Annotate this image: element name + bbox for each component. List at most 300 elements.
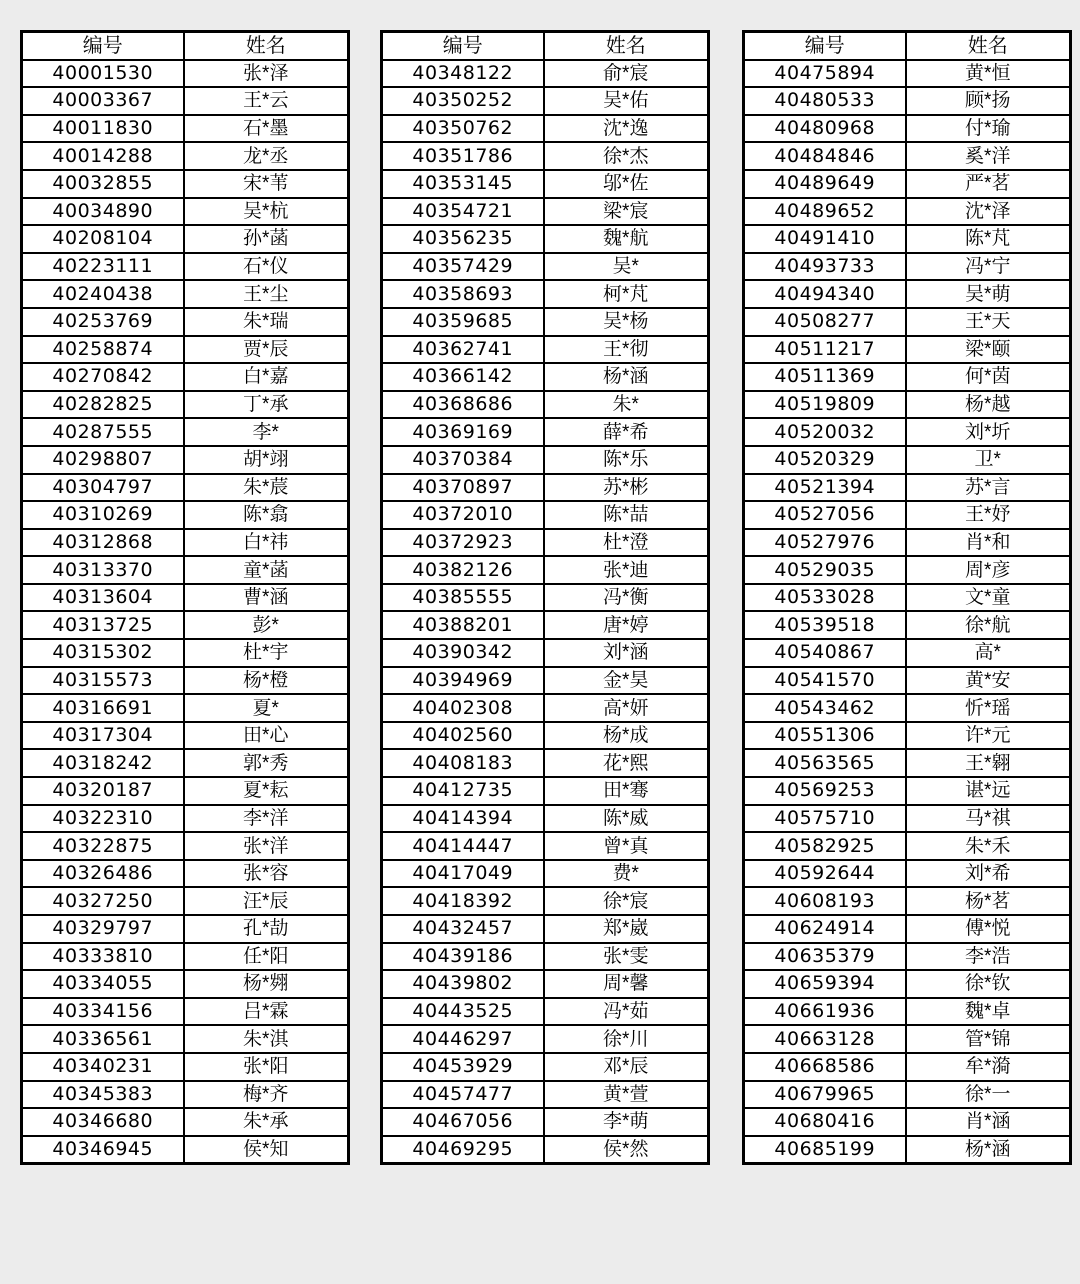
table-row bbox=[382, 970, 709, 998]
name-cell: 许*元 bbox=[906, 722, 1071, 750]
id-cell: 40533028 bbox=[744, 584, 906, 612]
id-cell: 40350252 bbox=[382, 87, 544, 115]
id-cell: 40680416 bbox=[744, 1108, 906, 1136]
id-cell: 40592644 bbox=[744, 860, 906, 888]
id-cell: 40369169 bbox=[382, 418, 544, 446]
table-row bbox=[744, 943, 1071, 971]
name-cell: 徐*钦 bbox=[906, 970, 1071, 998]
table-row bbox=[382, 943, 709, 971]
id-cell: 40402560 bbox=[382, 722, 544, 750]
table-row bbox=[744, 253, 1071, 281]
name-cell: 杨*成 bbox=[544, 722, 709, 750]
id-cell: 40336561 bbox=[22, 1025, 184, 1053]
table-row bbox=[744, 418, 1071, 446]
id-cell: 40569253 bbox=[744, 777, 906, 805]
name-cell: 李*洋 bbox=[184, 805, 349, 833]
id-cell: 40388201 bbox=[382, 611, 544, 639]
id-cell: 40446297 bbox=[382, 1025, 544, 1053]
name-cell: 杨*越 bbox=[906, 391, 1071, 419]
name-cell: 顾*扬 bbox=[906, 87, 1071, 115]
table-row bbox=[382, 722, 709, 750]
table-row bbox=[382, 749, 709, 777]
name-cell: 俞*宸 bbox=[544, 60, 709, 88]
table-row bbox=[382, 1025, 709, 1053]
name-cell: 田*心 bbox=[184, 722, 349, 750]
id-cell: 40521394 bbox=[744, 474, 906, 502]
id-cell: 40372923 bbox=[382, 529, 544, 557]
id-cell: 40635379 bbox=[744, 943, 906, 971]
table-row bbox=[744, 860, 1071, 888]
id-cell: 40315302 bbox=[22, 639, 184, 667]
id-cell: 40668586 bbox=[744, 1053, 906, 1081]
table-row bbox=[744, 474, 1071, 502]
name-cell: 薛*希 bbox=[544, 418, 709, 446]
id-cell: 40608193 bbox=[744, 887, 906, 915]
table-row bbox=[744, 60, 1071, 88]
table-row bbox=[22, 915, 349, 943]
name-cell: 肖*和 bbox=[906, 529, 1071, 557]
name-cell: 张*洋 bbox=[184, 832, 349, 860]
name-cell: 王*尘 bbox=[184, 280, 349, 308]
id-cell: 40208104 bbox=[22, 225, 184, 253]
table-row bbox=[382, 87, 709, 115]
id-cell: 40034890 bbox=[22, 198, 184, 226]
table-row bbox=[22, 639, 349, 667]
table-row bbox=[744, 667, 1071, 695]
id-cell: 40489652 bbox=[744, 198, 906, 226]
name-cell: 文*童 bbox=[906, 584, 1071, 612]
table-row bbox=[22, 887, 349, 915]
id-cell: 40685199 bbox=[744, 1136, 906, 1164]
table-row bbox=[22, 170, 349, 198]
table-row bbox=[744, 115, 1071, 143]
table-row bbox=[744, 280, 1071, 308]
table-row bbox=[744, 749, 1071, 777]
id-cell: 40563565 bbox=[744, 749, 906, 777]
id-cell: 40315573 bbox=[22, 667, 184, 695]
table-row bbox=[744, 336, 1071, 364]
id-cell: 40368686 bbox=[382, 391, 544, 419]
name-cell: 卫* bbox=[906, 446, 1071, 474]
id-cell: 40659394 bbox=[744, 970, 906, 998]
id-cell: 40480533 bbox=[744, 87, 906, 115]
table-row bbox=[22, 446, 349, 474]
name-cell: 张*雯 bbox=[544, 943, 709, 971]
name-cell: 黄*恒 bbox=[906, 60, 1071, 88]
name-cell: 梅*齐 bbox=[184, 1081, 349, 1109]
name-cell: 邬*佐 bbox=[544, 170, 709, 198]
table-row bbox=[382, 887, 709, 915]
table-row bbox=[22, 308, 349, 336]
name-cell: 夏* bbox=[184, 694, 349, 722]
table-row bbox=[744, 142, 1071, 170]
name-cell: 吴* bbox=[544, 253, 709, 281]
name-cell: 曾*真 bbox=[544, 832, 709, 860]
id-cell: 40402308 bbox=[382, 694, 544, 722]
id-cell: 40322875 bbox=[22, 832, 184, 860]
name-cell: 张*阳 bbox=[184, 1053, 349, 1081]
name-cell: 柯*芃 bbox=[544, 280, 709, 308]
table-row bbox=[744, 446, 1071, 474]
id-cell: 40358693 bbox=[382, 280, 544, 308]
table-row bbox=[382, 584, 709, 612]
id-cell: 40298807 bbox=[22, 446, 184, 474]
id-cell: 40304797 bbox=[22, 474, 184, 502]
name-cell: 傅*悦 bbox=[906, 915, 1071, 943]
id-cell: 40362741 bbox=[382, 336, 544, 364]
table-row bbox=[744, 1025, 1071, 1053]
table-row bbox=[22, 584, 349, 612]
name-cell: 徐*宸 bbox=[544, 887, 709, 915]
name-cell: 徐*一 bbox=[906, 1081, 1071, 1109]
id-cell: 40240438 bbox=[22, 280, 184, 308]
table-row bbox=[382, 832, 709, 860]
id-cell: 40353145 bbox=[382, 170, 544, 198]
table-row bbox=[22, 860, 349, 888]
id-cell: 40511369 bbox=[744, 363, 906, 391]
name-cell: 汪*辰 bbox=[184, 887, 349, 915]
table-row bbox=[382, 60, 709, 88]
table-row bbox=[744, 1053, 1071, 1081]
name-cell: 孙*菡 bbox=[184, 225, 349, 253]
id-cell: 40551306 bbox=[744, 722, 906, 750]
table-row bbox=[744, 805, 1071, 833]
id-cell: 40394969 bbox=[382, 667, 544, 695]
name-column-header: 姓名 bbox=[906, 32, 1071, 60]
name-cell: 陈*威 bbox=[544, 805, 709, 833]
id-cell: 40316691 bbox=[22, 694, 184, 722]
id-cell: 40351786 bbox=[382, 142, 544, 170]
name-cell: 唐*婷 bbox=[544, 611, 709, 639]
name-cell: 奚*洋 bbox=[906, 142, 1071, 170]
table-row bbox=[22, 777, 349, 805]
name-column-header: 姓名 bbox=[544, 32, 709, 60]
id-cell: 40372010 bbox=[382, 501, 544, 529]
name-cell: 杨*涵 bbox=[906, 1136, 1071, 1164]
id-cell: 40359685 bbox=[382, 308, 544, 336]
id-cell: 40453929 bbox=[382, 1053, 544, 1081]
id-cell: 40317304 bbox=[22, 722, 184, 750]
id-cell: 40001530 bbox=[22, 60, 184, 88]
name-cell: 忻*瑶 bbox=[906, 694, 1071, 722]
id-cell: 40508277 bbox=[744, 308, 906, 336]
name-cell: 白*祎 bbox=[184, 529, 349, 557]
table-row bbox=[382, 1053, 709, 1081]
name-cell: 冯*茹 bbox=[544, 998, 709, 1026]
table-row bbox=[22, 501, 349, 529]
id-cell: 40439186 bbox=[382, 943, 544, 971]
name-cell: 曹*涵 bbox=[184, 584, 349, 612]
table-row bbox=[22, 115, 349, 143]
table-row bbox=[382, 225, 709, 253]
table-row bbox=[22, 253, 349, 281]
name-cell: 朱*淇 bbox=[184, 1025, 349, 1053]
id-cell: 40624914 bbox=[744, 915, 906, 943]
table-row bbox=[744, 501, 1071, 529]
id-cell: 40329797 bbox=[22, 915, 184, 943]
roster-table-1 bbox=[20, 30, 350, 1165]
id-cell: 40418392 bbox=[382, 887, 544, 915]
table-row bbox=[382, 805, 709, 833]
name-cell: 龙*丞 bbox=[184, 142, 349, 170]
name-cell: 朱*莀 bbox=[184, 474, 349, 502]
name-cell: 孔*劼 bbox=[184, 915, 349, 943]
table-row bbox=[744, 584, 1071, 612]
name-cell: 田*骞 bbox=[544, 777, 709, 805]
table-row bbox=[22, 1053, 349, 1081]
table-row bbox=[744, 970, 1071, 998]
name-cell: 夏*耘 bbox=[184, 777, 349, 805]
table-row bbox=[22, 722, 349, 750]
id-cell: 40493733 bbox=[744, 253, 906, 281]
name-cell: 王*云 bbox=[184, 87, 349, 115]
table-row bbox=[22, 943, 349, 971]
name-cell: 马*祺 bbox=[906, 805, 1071, 833]
table-row bbox=[382, 529, 709, 557]
table-row bbox=[22, 556, 349, 584]
id-cell: 40313370 bbox=[22, 556, 184, 584]
table-row bbox=[22, 667, 349, 695]
name-cell: 胡*翊 bbox=[184, 446, 349, 474]
table-row bbox=[382, 115, 709, 143]
name-cell: 王*妤 bbox=[906, 501, 1071, 529]
id-cell: 40385555 bbox=[382, 584, 544, 612]
table-row bbox=[382, 363, 709, 391]
table-row bbox=[382, 446, 709, 474]
id-cell: 40370897 bbox=[382, 474, 544, 502]
id-cell: 40348122 bbox=[382, 60, 544, 88]
id-cell: 40313725 bbox=[22, 611, 184, 639]
id-cell: 40370384 bbox=[382, 446, 544, 474]
table-row bbox=[744, 225, 1071, 253]
name-cell: 高*妍 bbox=[544, 694, 709, 722]
name-cell: 陈*乐 bbox=[544, 446, 709, 474]
id-cell: 40253769 bbox=[22, 308, 184, 336]
name-cell: 王*彻 bbox=[544, 336, 709, 364]
name-cell: 刘*希 bbox=[906, 860, 1071, 888]
name-cell: 肖*涵 bbox=[906, 1108, 1071, 1136]
name-cell: 严*茗 bbox=[906, 170, 1071, 198]
id-cell: 40346945 bbox=[22, 1136, 184, 1164]
table-row bbox=[382, 556, 709, 584]
table-row bbox=[22, 60, 349, 88]
table-row bbox=[744, 777, 1071, 805]
table-row bbox=[382, 1081, 709, 1109]
name-cell: 李*浩 bbox=[906, 943, 1071, 971]
name-cell: 彭* bbox=[184, 611, 349, 639]
table-row bbox=[382, 170, 709, 198]
id-column-header: 编号 bbox=[22, 32, 184, 60]
id-cell: 40258874 bbox=[22, 336, 184, 364]
name-cell: 杜*澄 bbox=[544, 529, 709, 557]
id-cell: 40529035 bbox=[744, 556, 906, 584]
table-row bbox=[744, 556, 1071, 584]
id-cell: 40443525 bbox=[382, 998, 544, 1026]
table-row bbox=[22, 474, 349, 502]
table-row bbox=[744, 1081, 1071, 1109]
table-body-2 bbox=[382, 60, 709, 1164]
name-cell: 杨*橙 bbox=[184, 667, 349, 695]
id-cell: 40312868 bbox=[22, 529, 184, 557]
id-cell: 40327250 bbox=[22, 887, 184, 915]
table-row bbox=[22, 1136, 349, 1164]
name-cell: 王*天 bbox=[906, 308, 1071, 336]
name-cell: 杨*茗 bbox=[906, 887, 1071, 915]
name-cell: 沈*泽 bbox=[906, 198, 1071, 226]
id-cell: 40539518 bbox=[744, 611, 906, 639]
id-cell: 40310269 bbox=[22, 501, 184, 529]
name-cell: 冯*衡 bbox=[544, 584, 709, 612]
table-row bbox=[744, 1108, 1071, 1136]
id-cell: 40011830 bbox=[22, 115, 184, 143]
table-row bbox=[382, 694, 709, 722]
name-cell: 张*迪 bbox=[544, 556, 709, 584]
name-cell: 石*仪 bbox=[184, 253, 349, 281]
id-cell: 40432457 bbox=[382, 915, 544, 943]
table-row bbox=[22, 1081, 349, 1109]
table-row bbox=[744, 722, 1071, 750]
name-cell: 刘*圻 bbox=[906, 418, 1071, 446]
name-cell: 冯*宁 bbox=[906, 253, 1071, 281]
table-row bbox=[744, 832, 1071, 860]
id-cell: 40520032 bbox=[744, 418, 906, 446]
name-cell: 周*馨 bbox=[544, 970, 709, 998]
table-row bbox=[382, 198, 709, 226]
table-row bbox=[382, 474, 709, 502]
table-row bbox=[382, 998, 709, 1026]
id-cell: 40003367 bbox=[22, 87, 184, 115]
id-cell: 40366142 bbox=[382, 363, 544, 391]
header-row bbox=[22, 32, 349, 60]
table-row bbox=[22, 225, 349, 253]
table-row bbox=[382, 418, 709, 446]
name-cell: 郑*崴 bbox=[544, 915, 709, 943]
id-cell: 40480968 bbox=[744, 115, 906, 143]
id-cell: 40439802 bbox=[382, 970, 544, 998]
table-row bbox=[744, 363, 1071, 391]
table-row bbox=[22, 805, 349, 833]
table-row bbox=[22, 749, 349, 777]
table-row bbox=[22, 142, 349, 170]
id-cell: 40318242 bbox=[22, 749, 184, 777]
id-cell: 40541570 bbox=[744, 667, 906, 695]
id-cell: 40382126 bbox=[382, 556, 544, 584]
name-cell: 杜*宇 bbox=[184, 639, 349, 667]
name-cell: 李* bbox=[184, 418, 349, 446]
id-cell: 40346680 bbox=[22, 1108, 184, 1136]
table-row bbox=[382, 336, 709, 364]
name-cell: 吴*萌 bbox=[906, 280, 1071, 308]
id-cell: 40489649 bbox=[744, 170, 906, 198]
id-cell: 40414447 bbox=[382, 832, 544, 860]
table-row bbox=[382, 253, 709, 281]
name-cell: 杨*涵 bbox=[544, 363, 709, 391]
table-row bbox=[744, 391, 1071, 419]
id-cell: 40390342 bbox=[382, 639, 544, 667]
table-row bbox=[382, 308, 709, 336]
table-row bbox=[744, 887, 1071, 915]
name-cell: 沈*逸 bbox=[544, 115, 709, 143]
name-cell: 朱* bbox=[544, 391, 709, 419]
name-cell: 张*容 bbox=[184, 860, 349, 888]
table-row bbox=[22, 87, 349, 115]
name-cell: 白*嘉 bbox=[184, 363, 349, 391]
id-cell: 40663128 bbox=[744, 1025, 906, 1053]
id-cell: 40527056 bbox=[744, 501, 906, 529]
name-cell: 侯*然 bbox=[544, 1136, 709, 1164]
id-cell: 40350762 bbox=[382, 115, 544, 143]
table-row bbox=[382, 667, 709, 695]
id-cell: 40412735 bbox=[382, 777, 544, 805]
table-row bbox=[22, 336, 349, 364]
name-cell: 吴*杭 bbox=[184, 198, 349, 226]
table-row bbox=[382, 611, 709, 639]
table-row bbox=[382, 1108, 709, 1136]
name-cell: 宋*苇 bbox=[184, 170, 349, 198]
table-row bbox=[744, 308, 1071, 336]
name-cell: 花*熙 bbox=[544, 749, 709, 777]
name-cell: 王*翱 bbox=[906, 749, 1071, 777]
name-cell: 徐*川 bbox=[544, 1025, 709, 1053]
table-row bbox=[382, 280, 709, 308]
name-cell: 邓*辰 bbox=[544, 1053, 709, 1081]
name-cell: 徐*航 bbox=[906, 611, 1071, 639]
name-cell: 石*墨 bbox=[184, 115, 349, 143]
name-cell: 高* bbox=[906, 639, 1071, 667]
name-cell: 朱*承 bbox=[184, 1108, 349, 1136]
name-cell: 吴*杨 bbox=[544, 308, 709, 336]
name-cell: 朱*瑞 bbox=[184, 308, 349, 336]
name-cell: 童*菡 bbox=[184, 556, 349, 584]
table-row bbox=[22, 280, 349, 308]
id-cell: 40334156 bbox=[22, 998, 184, 1026]
id-cell: 40032855 bbox=[22, 170, 184, 198]
id-cell: 40014288 bbox=[22, 142, 184, 170]
table-row bbox=[744, 639, 1071, 667]
id-cell: 40484846 bbox=[744, 142, 906, 170]
name-cell: 梁*颐 bbox=[906, 336, 1071, 364]
table-row bbox=[382, 777, 709, 805]
name-cell: 陈*芃 bbox=[906, 225, 1071, 253]
roster-table-2 bbox=[380, 30, 710, 1165]
table-row bbox=[382, 501, 709, 529]
id-cell: 40333810 bbox=[22, 943, 184, 971]
table-row bbox=[744, 198, 1071, 226]
table-row bbox=[22, 418, 349, 446]
name-column-header: 姓名 bbox=[184, 32, 349, 60]
name-cell: 苏*言 bbox=[906, 474, 1071, 502]
id-cell: 40354721 bbox=[382, 198, 544, 226]
table-row bbox=[22, 694, 349, 722]
name-cell: 梁*宸 bbox=[544, 198, 709, 226]
id-cell: 40356235 bbox=[382, 225, 544, 253]
id-cell: 40527976 bbox=[744, 529, 906, 557]
name-cell: 陈*喆 bbox=[544, 501, 709, 529]
header-row bbox=[382, 32, 709, 60]
table-row bbox=[22, 529, 349, 557]
id-cell: 40540867 bbox=[744, 639, 906, 667]
table-row bbox=[382, 142, 709, 170]
id-cell: 40469295 bbox=[382, 1136, 544, 1164]
table-body-3 bbox=[744, 60, 1071, 1164]
table-body-1 bbox=[22, 60, 349, 1164]
id-cell: 40223111 bbox=[22, 253, 184, 281]
name-cell: 金*昊 bbox=[544, 667, 709, 695]
name-cell: 丁*承 bbox=[184, 391, 349, 419]
table-row bbox=[22, 363, 349, 391]
table-row bbox=[382, 860, 709, 888]
roster-table-3 bbox=[742, 30, 1072, 1165]
